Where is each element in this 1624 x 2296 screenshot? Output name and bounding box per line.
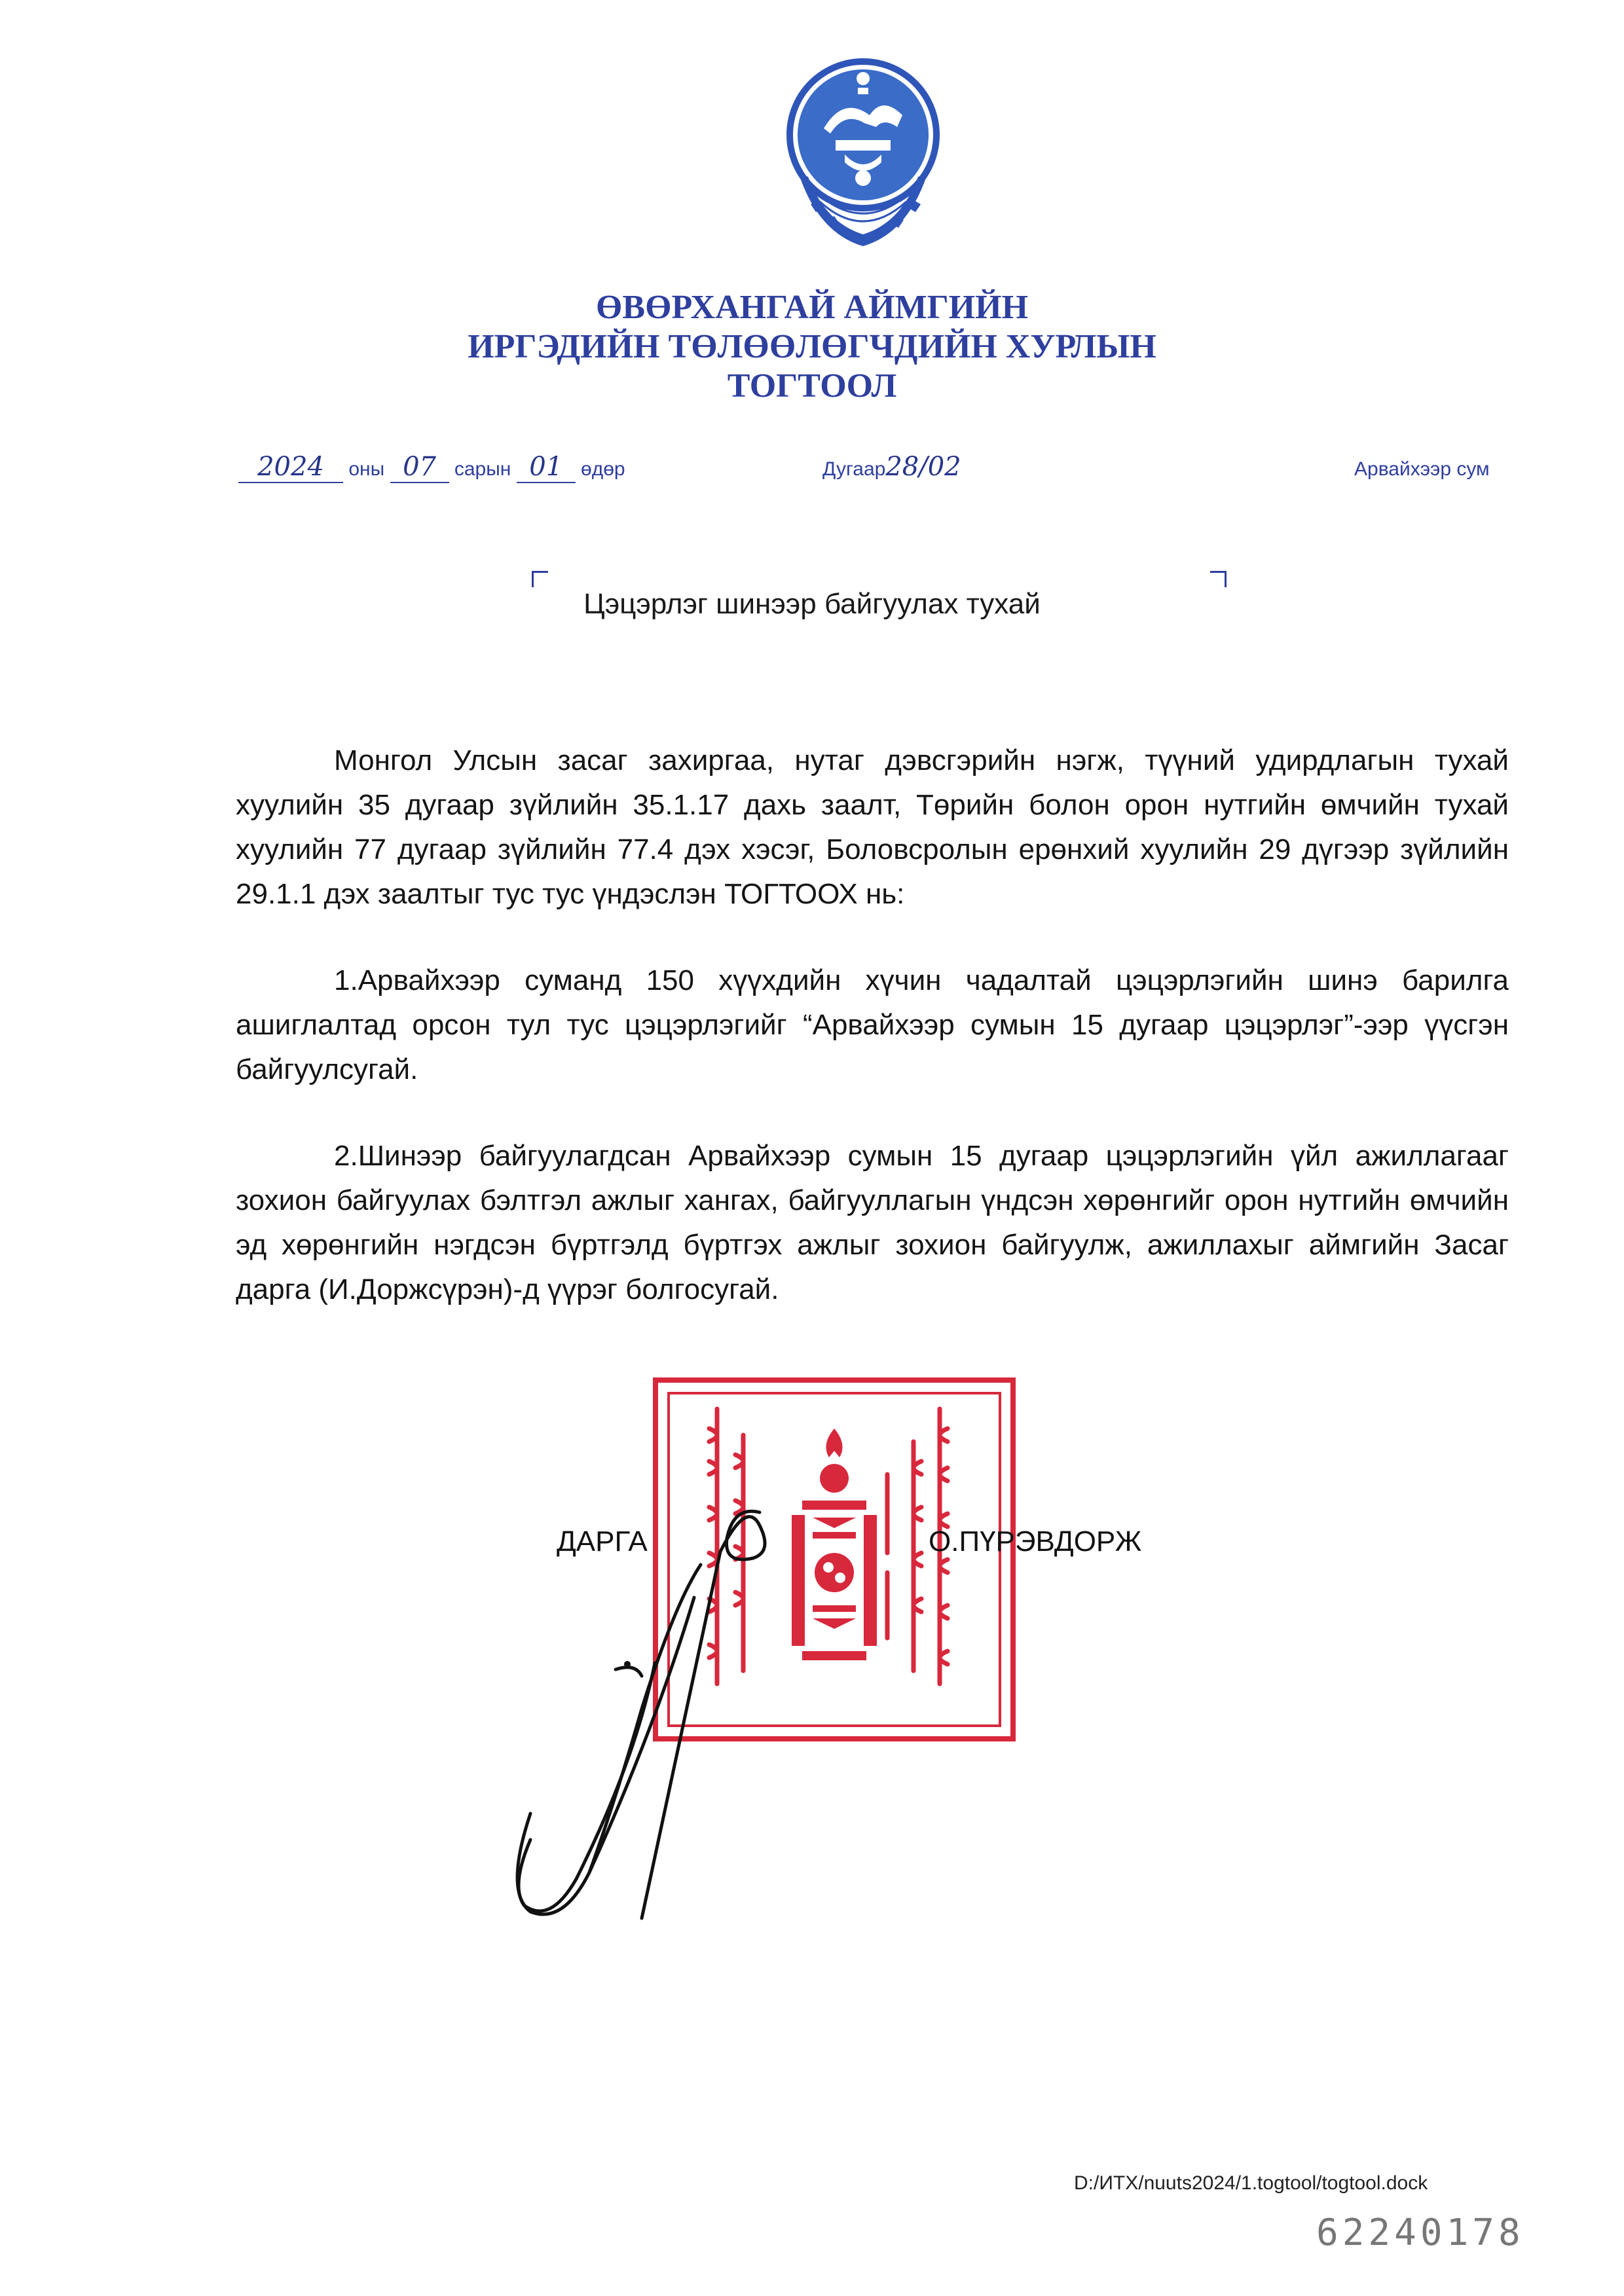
document-place: Арвайхээр сум bbox=[1354, 458, 1490, 480]
date-day-label: өдөр bbox=[581, 458, 625, 480]
document-subject: Цэцэрлэг шинээр байгуулах тухай bbox=[583, 588, 1041, 620]
signatory-name: О.ПҮРЭВДОРЖ bbox=[929, 1525, 1142, 1558]
date-year: 2024 bbox=[238, 452, 343, 483]
document-header bbox=[0, 288, 1624, 406]
header-line-council: ИРГЭДИЙН ТӨЛӨӨЛӨГЧДИЙН ХУРЛЫН bbox=[468, 328, 1156, 365]
body-item-1: 1.Арвайхээр суманд 150 хүүхдийн хүчин чадалтай цэцэрлэгийн шинэ барилга ашиглалтад орсон тул тус цэцэрлэгийг “Арвайхээр сумын 15 дугаар цэцэрлэг”-ээр үүсгэн байгуулсугай. bbox=[236, 964, 1509, 1085]
document-meta-row bbox=[0, 452, 1624, 491]
date-month: 07 bbox=[390, 452, 449, 483]
signatory-title: ДАРГА bbox=[557, 1525, 648, 1558]
subject-corner-left bbox=[532, 571, 548, 587]
serial-number: 62240178 bbox=[1316, 2212, 1524, 2254]
subject-corner-right bbox=[1210, 571, 1227, 587]
document-number bbox=[822, 452, 961, 482]
state-emblem-logo bbox=[784, 56, 942, 272]
file-path: D:/ИТХ/nuuts2024/1.togtool/togtool.dock bbox=[1074, 2172, 1428, 2194]
header-line-resolution: ТОГТООЛ bbox=[727, 367, 897, 405]
document-body bbox=[236, 738, 1509, 1354]
body-preamble: Монгол Улсын засаг захиргаа, нутаг дэвсгэрийн нэгж, түүний удирдлагын тухай хуулийн 35 дугаар зүйлийн 35.1.17 дахь заалт, Төрийн болон орон нутгийн өмчийн тухай хуулийн 77 дугаар зүйлийн 77.4 дэх хэсэг, Боловсролын ерөнхий хуулийн 29 дүгээр зүйлийн 29.1.1 дэх заалтыг тус тус үндэслэн ТОГТООХ нь: bbox=[236, 744, 1509, 910]
date-day: 01 bbox=[517, 452, 576, 483]
number-value: 28/02 bbox=[885, 452, 961, 482]
date-year-label: оны bbox=[348, 458, 385, 480]
header-line-aimag: ӨВӨРХАНГАЙ АЙМГИЙН bbox=[595, 289, 1029, 326]
document-date bbox=[238, 452, 625, 483]
number-label: Дугаар bbox=[822, 458, 886, 480]
body-item-2: 2.Шинээр байгуулагдсан Арвайхээр сумын 15 дугаар цэцэрлэгийн үйл ажиллагааг зохион байгуулах бэлтгэл ажлыг хангах, байгууллагын үндсэн хөрөнгийг орон нутгийн өмчийн эд хөрөнгийн нэгдсэн бүртгэлд бүртгэх ажлыг зохион байгуулж, ажиллахыг аймгийн Засаг дарга (И.Доржсүрэн)-д үүрэг болгосугай. bbox=[236, 1140, 1509, 1305]
handwritten-signature bbox=[485, 1493, 825, 1925]
date-month-label: сарын bbox=[454, 458, 511, 480]
